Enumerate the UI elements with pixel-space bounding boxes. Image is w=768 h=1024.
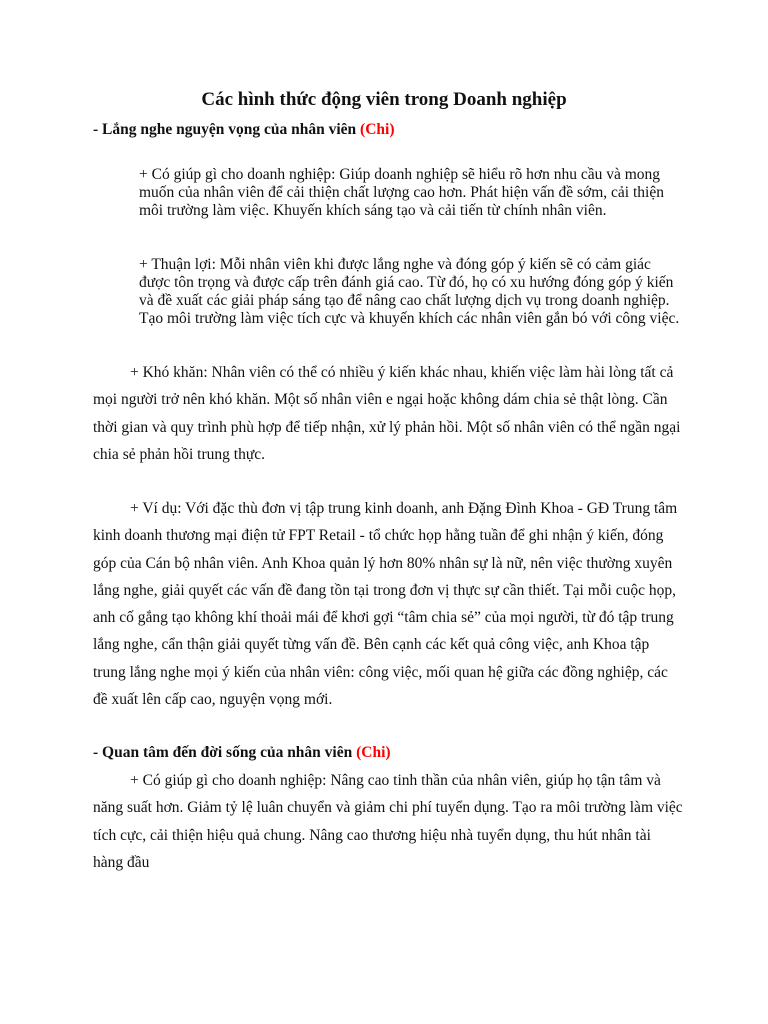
paragraph-benefit: + Có giúp gì cho doanh nghiệp: Giúp doanh nghiệp sẽ hiểu rõ hơn nhu cầu và mong muốn của nhân viên để cải thiện chất lượng cao hơn. Phát hiện vấn đề sớm, cải thiện môi trường làm việc. Khuyến khích sáng tạo và cải tiến từ chính nhân viên.	[139, 166, 664, 219]
document-title: Các hình thức động viên trong Doanh nghiệp	[201, 89, 567, 110]
author-tag: (Chi)	[360, 121, 395, 138]
author-tag: (Chi)	[356, 744, 391, 761]
section-heading-wellbeing	[93, 743, 391, 763]
paragraph-example: + Ví dụ: Với đặc thù đơn vị tập trung kinh doanh, anh Đặng Đình Khoa - GĐ Trung tâm kinh doanh thương mại điện tử FPT Retail - tổ chức họp hằng tuần để ghi nhận ý kiến, đóng góp của Cán bộ nhân viên. Anh Khoa quản lý hơn 80% nhân sự là nữ, nên việc thường xuyên lắng nghe, giải quyết các vấn đề đang tồn tại trong đơn vị thực sự cần thiết. Tại mỗi cuộc họp, anh cố gắng tạo không khí thoải mái để khơi gợi “tâm chia sẻ” của mọi người, từ đó tập trung lắng nghe, cẩn thận giải quyết từng vấn đề. Bên cạnh các kết quả công việc, anh Khoa tập trung lắng nghe mọi ý kiến của nhân viên: công việc, mối quan hệ giữa các đồng nghiệp, các đề xuất lên cấp cao, nguyện vọng mới.	[93, 500, 678, 709]
paragraph-benefit-wellbeing: + Có giúp gì cho doanh nghiệp: Nâng cao tinh thần của nhân viên, giúp họ tận tâm và năng suất hơn. Giảm tỷ lệ luân chuyển và giảm chi phí tuyển dụng. Tạo ra môi trường làm việc tích cực, cải thiện hiệu quả chung. Nâng cao thương hiệu nhà tuyển dụng, thu hút nhân tài hàng đầu	[93, 772, 683, 871]
section-heading-listening	[93, 120, 394, 140]
section-heading-text: - Lắng nghe nguyện vọng của nhân viên	[93, 121, 357, 138]
paragraph-advantage: + Thuận lợi: Mỗi nhân viên khi được lắng nghe và đóng góp ý kiến sẽ có cảm giác được tôn trọng và được cấp trên đánh giá cao. Từ đó, họ có xu hướng đóng góp ý kiến và đề xuất các giải pháp sáng tạo để nâng cao chất lượng dịch vụ trong doanh nghiệp. Tạo môi trường làm việc tích cực và khuyến khích các nhân viên gắn bó với công việc.	[139, 256, 680, 327]
paragraph-difficulty: + Khó khăn: Nhân viên có thể có nhiều ý kiến khác nhau, khiến việc làm hài lòng tất cả mọi người trở nên khó khăn. Một số nhân viên e ngại hoặc không dám chia sẻ thật lòng. Cần thời gian và quy trình phù hợp để tiếp nhận, xử lý phản hồi. Một số nhân viên có thể ngần ngại chia sẻ phản hồi trung thực.	[93, 364, 681, 463]
section-heading-text: - Quan tâm đến đời sống của nhân viên	[93, 744, 353, 761]
